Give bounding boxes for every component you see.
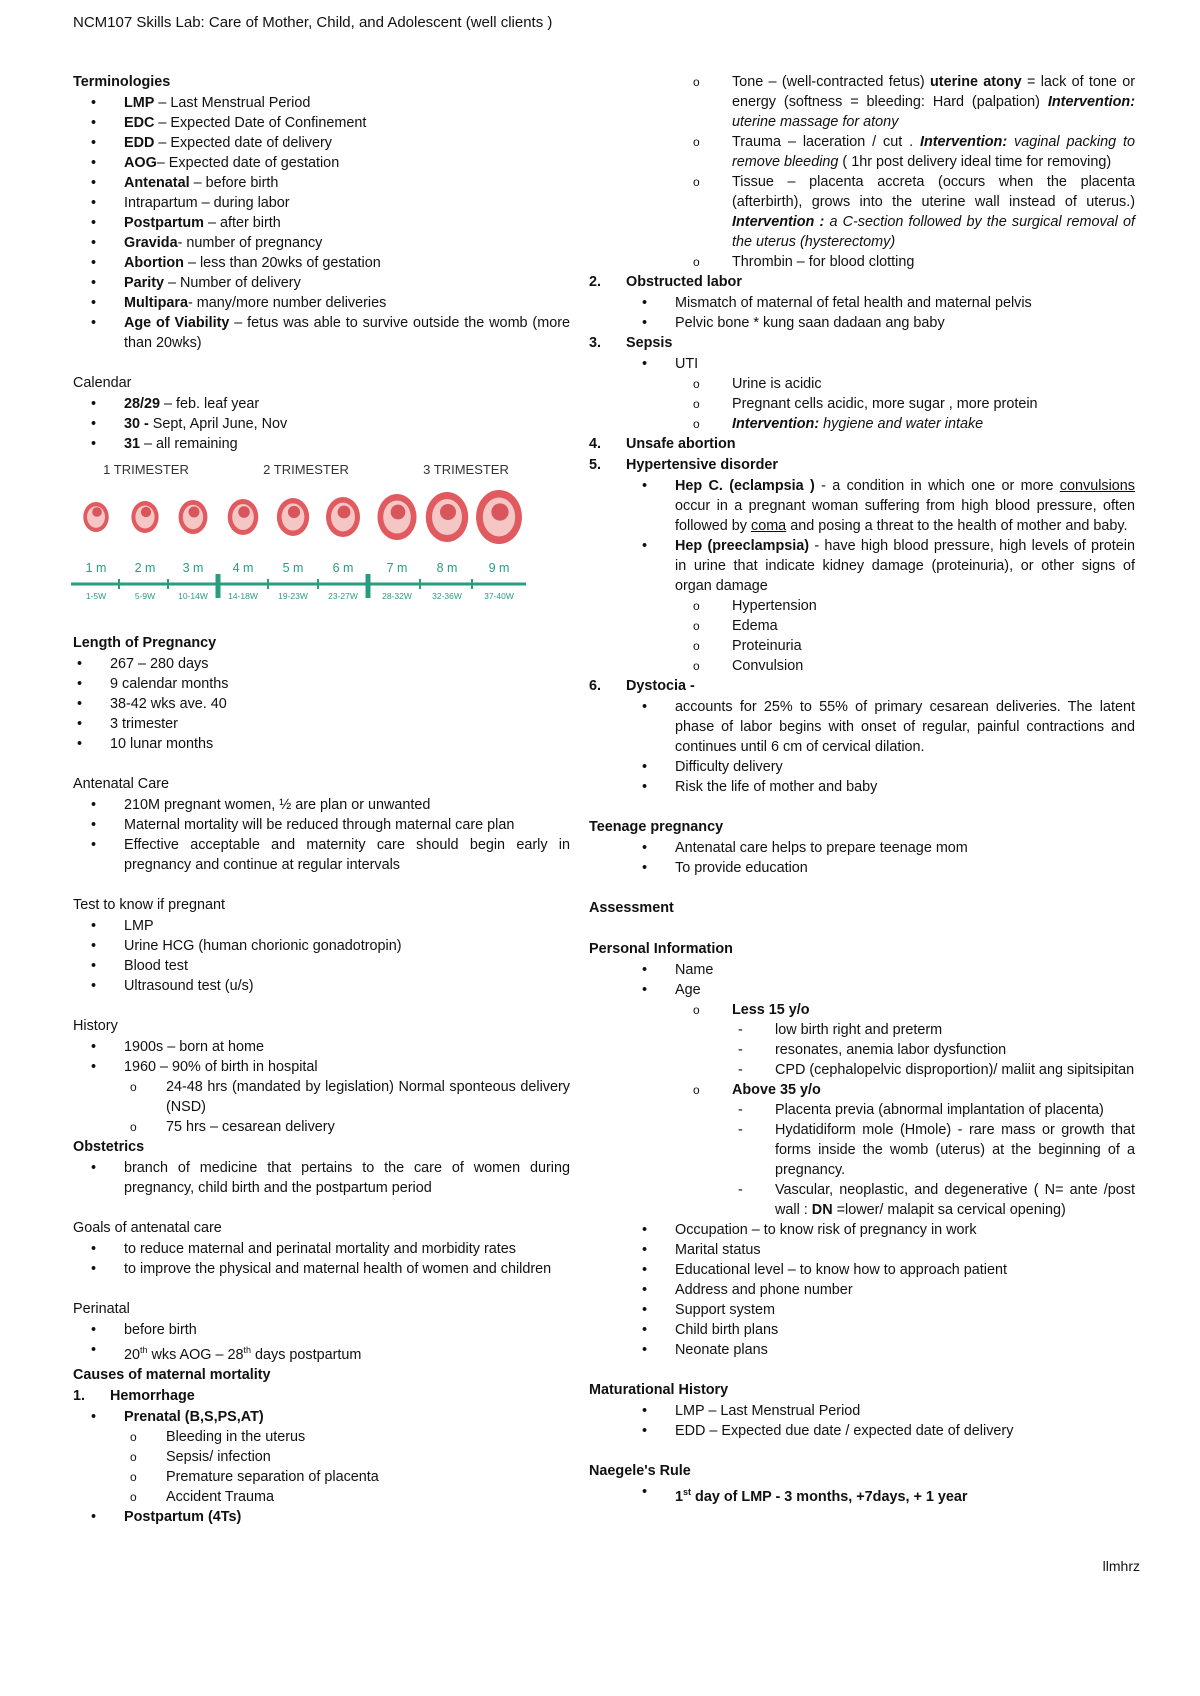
list-item: • Child birth plans	[642, 1322, 779, 1338]
list-item: • Blood test	[91, 958, 188, 974]
list-item: • LMP – Last Menstrual Period	[91, 95, 311, 111]
week-label: 14-18W	[228, 591, 258, 601]
list-item: o Pregnant cells acidic, more sugar , more protein	[693, 396, 1038, 412]
list-item: o Urine is acidic	[693, 376, 822, 392]
fetus-icon	[391, 505, 406, 520]
week-label: 19-23W	[278, 591, 308, 601]
list-item: • Antenatal care helps to prepare teenage mom	[642, 840, 968, 856]
list-item: • to reduce maternal and perinatal mortality and morbidity rates	[91, 1241, 516, 1257]
personal-list	[638, 960, 1135, 1360]
list-item: • Neonate plans	[642, 1342, 768, 1358]
naegele-heading: Naegele's Rule	[589, 1463, 691, 1479]
fetus-icon	[440, 504, 456, 520]
cause-dystocia: 6. Dystocia -	[589, 678, 695, 694]
list-item: o Sepsis/ infection	[130, 1448, 271, 1465]
list-item: • 31 – all remaining	[91, 436, 238, 452]
list-item: • Marital status	[642, 1242, 761, 1258]
month-label: 8 m	[436, 561, 458, 575]
list-item: • Support system	[642, 1302, 775, 1318]
week-label: 37-40W	[484, 591, 514, 601]
list-item: • Address and phone number	[642, 1282, 853, 1298]
causes-heading: Causes of maternal mortality	[73, 1366, 271, 1383]
calendar-list	[73, 394, 570, 454]
list-item: • Risk the life of mother and baby	[642, 779, 878, 795]
page-footer: llmhrz	[1102, 1558, 1140, 1574]
fetus-icon	[491, 503, 508, 520]
personal-heading: Personal Information	[589, 941, 733, 957]
obstetrics-heading: Obstetrics	[73, 1139, 145, 1155]
trimester-label: 3 TRIMESTER	[423, 462, 509, 477]
list-item: • Prenatal (B,S,PS,AT)	[91, 1408, 264, 1425]
list-item: • EDC – Expected Date of Confinement	[91, 115, 367, 131]
maturational-heading: Maturational History	[589, 1382, 729, 1398]
terminologies-list	[73, 93, 570, 353]
list-item: • 210M pregnant women, ½ are plan or unwanted	[91, 797, 431, 813]
cause-hemorrhage: 1. Hemorrhage	[73, 1387, 195, 1404]
list-item: • EDD – Expected date of delivery	[91, 135, 332, 151]
list-item: • 9 calendar months	[77, 676, 229, 692]
fetus-icon	[338, 506, 351, 519]
week-label: 28-32W	[382, 591, 412, 601]
right-column	[589, 72, 1136, 1507]
list-item: • Hep C. (eclampsia ) - a condition in which one or more convulsions occur in a pregnant woman suffering from high blood pressure, often followed by coma and posing a threat to the health of mother and baby.	[642, 478, 1135, 534]
antenatal-heading: Antenatal Care	[73, 776, 169, 792]
list-item: • branch of medicine that pertains to the care of women during pregnancy, child birth and the postpartum period	[91, 1160, 570, 1196]
dystocia-list	[638, 697, 1135, 797]
list-item: • Ultrasound test (u/s)	[91, 978, 254, 994]
week-label: 5-9W	[134, 591, 156, 601]
month-label: 5 m	[282, 561, 304, 575]
teenage-list	[638, 838, 1135, 878]
list-item: • Multipara- many/more number deliveries	[91, 295, 387, 311]
assessment-heading: Assessment	[589, 900, 674, 916]
history-heading: History	[73, 1018, 118, 1034]
week-label: 1-5W	[85, 591, 107, 601]
month-label: 4 m	[232, 561, 254, 575]
list-item: • Abortion – less than 20wks of gestation	[91, 255, 381, 271]
week-label: 32-36W	[432, 591, 462, 601]
perinatal-list	[73, 1320, 570, 1365]
list-item: • Gravida- number of pregnancy	[91, 235, 323, 251]
list-item: • Occupation – to know risk of pregnancy in work	[642, 1222, 977, 1238]
week-label: 23-27W	[328, 591, 358, 601]
list-item: • Effective acceptable and maternity care should begin early in pregnancy and continue at regular intervals	[91, 837, 570, 873]
cause-sepsis: 3. Sepsis	[589, 335, 673, 351]
month-label: 2 m	[134, 561, 156, 575]
list-item: - Vascular, neoplastic, and degenerative ( N= ante /post wall : DN =lower/ malapit sa cervical opening)	[738, 1182, 1135, 1218]
list-item: o Edema	[693, 618, 778, 634]
list-item: o Tissue – placenta accreta (occurs when the placenta (afterbirth), grows into the uterine wall instead of uterus.) Intervention : a C-section followed by the surgical removal of the uterus (hysterectomy)	[693, 174, 1135, 250]
test-list	[73, 916, 570, 996]
list-item: • 267 – 280 days	[77, 656, 209, 672]
month-label: 6 m	[332, 561, 354, 575]
naegele-list	[638, 1482, 1135, 1507]
list-item: • Postpartum (4Ts)	[91, 1508, 242, 1525]
list-item: • 38-42 wks ave. 40	[77, 696, 227, 712]
obstetrics-list	[73, 1158, 570, 1198]
cause-obstructed: 2. Obstructed labor	[589, 274, 742, 290]
fetus-icon	[238, 506, 250, 518]
week-label: 10-14W	[178, 591, 208, 601]
list-item: o Bleeding in the uterus	[130, 1428, 306, 1445]
fetus-icon	[288, 506, 300, 518]
fetus-icon	[189, 507, 200, 518]
list-item: o Thrombin – for blood clotting	[693, 254, 915, 270]
list-item: • 1st day of LMP - 3 months, +7days, + 1 year	[642, 1484, 968, 1505]
cause-unsafe-abortion: 4. Unsafe abortion	[589, 436, 736, 452]
list-item: • Antenatal – before birth	[91, 175, 279, 191]
page-header: NCM107 Skills Lab: Care of Mother, Child, and Adolescent (well clients )	[73, 14, 553, 31]
history-list	[73, 1037, 570, 1137]
list-item: • Age of Viability – fetus was able to survive outside the womb (more than 20wks)	[91, 315, 570, 351]
list-item: • To provide education	[642, 860, 808, 876]
fetus-icon	[141, 507, 151, 517]
month-label: 9 m	[488, 561, 510, 575]
list-item: o Premature separation of placenta	[130, 1468, 379, 1485]
list-item: • Parity – Number of delivery	[91, 275, 301, 291]
list-item: o Proteinuria	[693, 638, 802, 654]
list-item: - CPD (cephalopelvic disproportion)/ maliit ang sipitsipitan	[738, 1062, 1135, 1078]
list-item: o Hypertension	[693, 598, 817, 614]
list-item: • 20th wks AOG – 28th days postpartum	[91, 1342, 362, 1363]
length-list	[73, 654, 570, 754]
test-heading: Test to know if pregnant	[73, 897, 225, 913]
terminologies-heading: Terminologies	[73, 74, 171, 90]
teenage-heading: Teenage pregnancy	[589, 819, 724, 835]
list-item: - Hydatidiform mole (Hmole) - rare mass or growth that forms inside the womb (uterus) at the beginning of a pregnancy.	[738, 1122, 1135, 1178]
trimester-diagram	[71, 460, 561, 625]
list-item: • 1900s – born at home	[91, 1039, 265, 1055]
list-item: • LMP	[91, 918, 154, 934]
obstructed-list	[638, 293, 1135, 333]
list-item: • Urine HCG (human chorionic gonadotropin)	[91, 938, 402, 954]
list-item: - Placenta previa (abnormal implantation of placenta)	[738, 1102, 1104, 1118]
list-item: • Name	[642, 962, 714, 978]
list-item: • 30 - Sept, April June, Nov	[91, 416, 288, 432]
list-item: • before birth	[91, 1322, 197, 1338]
list-item: - resonates, anemia labor dysfunction	[738, 1042, 1007, 1058]
list-item: • 10 lunar months	[77, 736, 214, 752]
list-item: o Above 35 y/o	[693, 1082, 821, 1098]
list-item: • Hep (preeclampsia) - have high blood pressure, high levels of protein in urine that indicate kidney damage (proteinuria), or other signs of organ damage	[642, 538, 1135, 594]
list-item: • Pelvic bone * kung saan dadaan ang baby	[642, 315, 945, 331]
length-heading: Length of Pregnancy	[73, 635, 217, 651]
list-item: • to improve the physical and maternal health of women and children	[91, 1261, 552, 1277]
hemorrhage-list	[73, 1407, 570, 1527]
list-item: • LMP – Last Menstrual Period	[642, 1403, 861, 1419]
list-item: • Postpartum – after birth	[91, 215, 281, 231]
list-item: • AOG– Expected date of gestation	[91, 155, 340, 171]
list-item: • 1960 – 90% of birth in hospital	[91, 1059, 318, 1075]
left-column	[73, 72, 570, 1527]
list-item: • accounts for 25% to 55% of primary cesarean deliveries. The latent phase of labor begins with onset of regular, painful contractions and continues until 6 cm of cervical dilation.	[642, 699, 1135, 755]
list-item: o 75 hrs – cesarean delivery	[130, 1119, 335, 1135]
list-item: o 24-48 hrs (mandated by legislation) Normal sponteous delivery (NSD)	[130, 1079, 570, 1115]
list-item: • Mismatch of maternal of fetal health and maternal pelvis	[642, 295, 1032, 311]
list-item: • Educational level – to know how to approach patient	[642, 1262, 1008, 1278]
trimester-label: 2 TRIMESTER	[263, 462, 349, 477]
list-item: • 3 trimester	[77, 716, 178, 732]
list-item: • Age	[642, 982, 701, 998]
list-item: o Tone – (well-contracted fetus) uterine atony = lack of tone or energy (softness = bleeding: Hard (palpation) Intervention: uterine massage for atony	[693, 74, 1136, 130]
month-label: 3 m	[182, 561, 204, 575]
list-item: • Difficulty delivery	[642, 759, 783, 775]
perinatal-heading: Perinatal	[73, 1301, 130, 1317]
list-item: o Trauma – laceration / cut . Intervention: vaginal packing to remove bleeding ( 1hr post delivery ideal time for removing)	[693, 134, 1135, 170]
list-item: • UTI	[642, 356, 699, 372]
fetus-icon	[92, 507, 102, 517]
trimester-figure	[71, 460, 561, 625]
cause-hypertensive: 5. Hypertensive disorder	[589, 457, 778, 473]
month-label: 1 m	[85, 561, 107, 575]
antenatal-list	[73, 795, 570, 875]
fourTs-list	[638, 72, 1135, 272]
list-item: o Intervention: hygiene and water intake	[693, 416, 984, 432]
list-item: • Maternal mortality will be reduced through maternal care plan	[91, 817, 515, 833]
calendar-heading: Calendar	[73, 375, 132, 391]
list-item: • 28/29 – feb. leaf year	[91, 396, 260, 412]
hypertensive-list	[638, 476, 1135, 676]
trimester-label: 1 TRIMESTER	[103, 462, 189, 477]
list-item: o Less 15 y/o	[693, 1002, 810, 1018]
list-item: o Accident Trauma	[130, 1488, 274, 1505]
sepsis-list	[638, 354, 1135, 434]
month-label: 7 m	[386, 561, 408, 575]
list-item: - low birth right and preterm	[738, 1022, 943, 1038]
goals-heading: Goals of antenatal care	[73, 1220, 222, 1236]
list-item: • EDD – Expected due date / expected date of delivery	[642, 1423, 1014, 1439]
maturational-list	[638, 1401, 1135, 1441]
list-item: • Intrapartum – during labor	[91, 195, 290, 211]
goals-list	[73, 1239, 570, 1279]
list-item: o Convulsion	[693, 658, 804, 674]
